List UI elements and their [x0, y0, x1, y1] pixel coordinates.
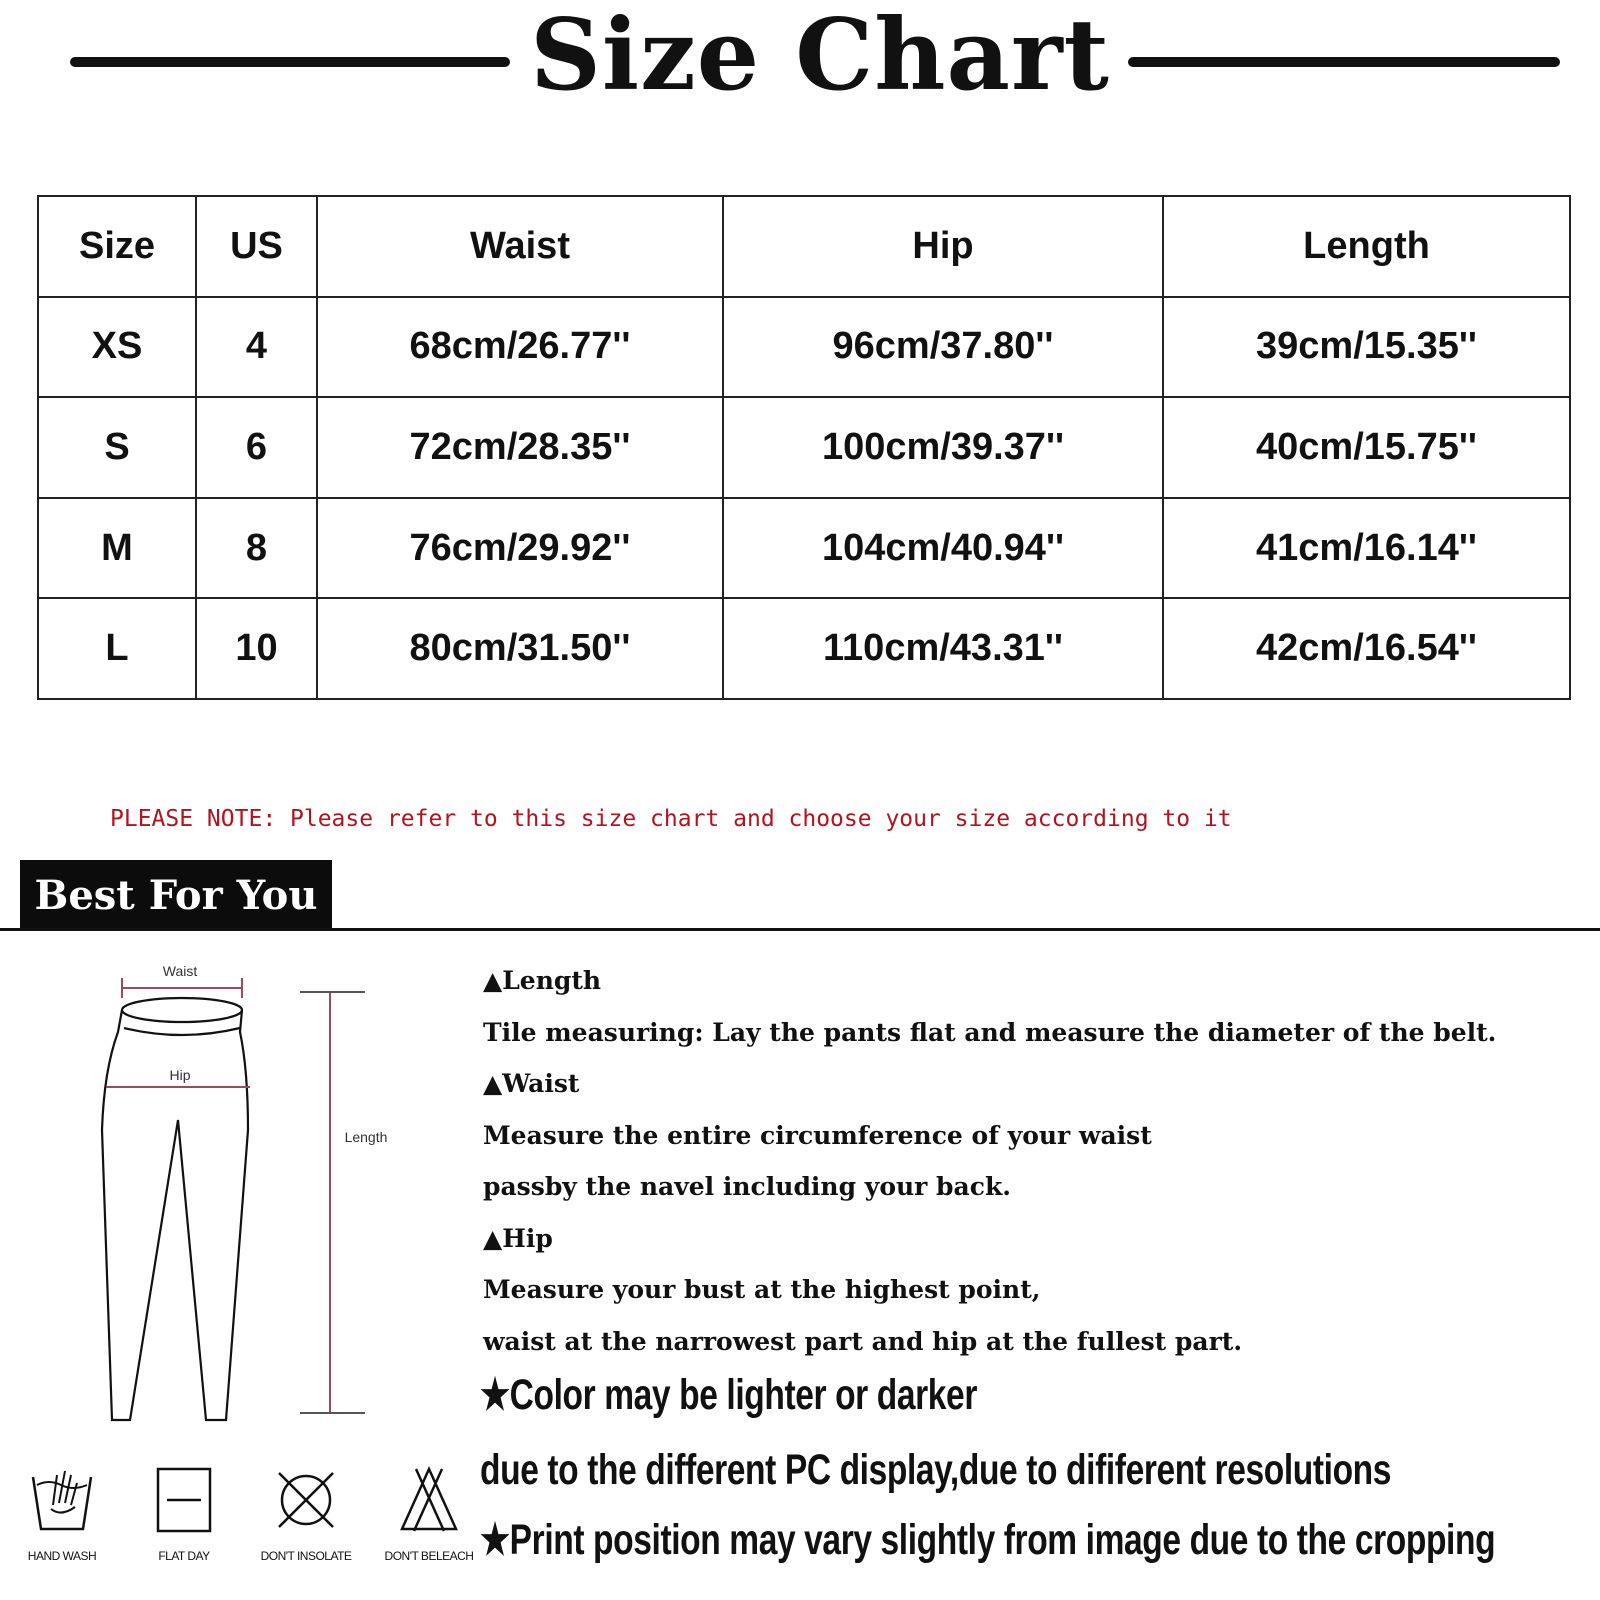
waist-measure-line: [122, 978, 242, 998]
cell-hip: 100cm/39.37'': [723, 397, 1163, 498]
cell-size: M: [38, 498, 196, 599]
care-dont-bleach: [369, 1465, 489, 1563]
no-bleach-icon: [394, 1465, 464, 1535]
hip-instruction-2: waist at the narrowest part and hip at the fullest part.: [483, 1326, 1243, 1356]
waist-instruction-2: passby the navel including your back.: [483, 1172, 1011, 1201]
cell-waist: 72cm/28.35'': [317, 397, 723, 498]
header-hip: Hip: [723, 196, 1163, 297]
hand-wash-label: HAND WASH: [27, 1549, 97, 1563]
page-title: Size Chart: [530, 0, 1110, 113]
header-length: Length: [1163, 196, 1570, 297]
length-measure-line: [300, 992, 365, 1413]
cell-us: 4: [196, 297, 317, 398]
cell-waist: 68cm/26.77'': [317, 297, 723, 398]
pants-diagram: [90, 960, 410, 1430]
length-instruction: Tile measuring: Lay the pants flat and measure the diameter of the belt.: [483, 1017, 1497, 1047]
color-note-2: due to the different PC display,due to dififerent resolutions: [480, 1446, 1392, 1494]
table-row: [38, 498, 1570, 599]
cell-hip: 96cm/37.80'': [723, 297, 1163, 398]
section-divider: [0, 928, 1600, 931]
no-sun-icon: [271, 1465, 341, 1535]
flat-dry-icon: [149, 1465, 219, 1535]
cell-hip: 110cm/43.31'': [723, 598, 1163, 699]
cell-waist: 76cm/29.92'': [317, 498, 723, 599]
cell-hip: 104cm/40.94'': [723, 498, 1163, 599]
cell-waist: 80cm/31.50'': [317, 598, 723, 699]
cell-us: 6: [196, 397, 317, 498]
dont-beleach-label: DON'T BELEACH: [384, 1549, 474, 1563]
cell-size: XS: [38, 297, 196, 398]
hand-wash-icon: [27, 1465, 97, 1535]
measurement-instructions: [483, 955, 1583, 1367]
waist-label: Waist: [162, 963, 198, 979]
title-rule-left: [70, 57, 510, 67]
color-note-1: ★Color may be lighter or darker: [480, 1371, 977, 1419]
care-dont-insolate: [246, 1465, 366, 1563]
cell-size: S: [38, 397, 196, 498]
hip-heading: ▲Hip: [483, 1223, 553, 1253]
hip-instruction-1: Measure your bust at the highest point,: [483, 1275, 1041, 1304]
cell-length: 41cm/16.14'': [1163, 498, 1570, 599]
size-note: PLEASE NOTE: Please refer to this size chart and choose your size according to it: [110, 806, 1232, 832]
size-table: [37, 195, 1571, 700]
header-size: Size: [38, 196, 196, 297]
care-hand-wash: [2, 1465, 122, 1563]
length-heading: ▲Length: [483, 966, 602, 995]
cell-size: L: [38, 598, 196, 699]
print-note: ★Print position may vary slightly from image due to the cropping: [480, 1516, 1496, 1564]
header-waist: Waist: [317, 196, 723, 297]
care-flat-day: [124, 1465, 244, 1563]
length-label: Length: [344, 1129, 388, 1145]
flat-day-label: FLAT DAY: [158, 1549, 210, 1563]
cell-length: 42cm/16.54'': [1163, 598, 1570, 699]
cell-length: 39cm/15.35'': [1163, 297, 1570, 398]
cell-length: 40cm/15.75'': [1163, 397, 1570, 498]
table-row: [38, 598, 1570, 699]
header-us: US: [196, 196, 317, 297]
hip-label: Hip: [169, 1067, 191, 1083]
waist-instruction-1: Measure the entire circumference of your waist: [483, 1120, 1152, 1150]
cell-us: 10: [196, 598, 317, 699]
table-row: [38, 397, 1570, 498]
pants-outline-icon: [102, 998, 248, 1420]
cell-us: 8: [196, 498, 317, 599]
best-for-you-tab: Best For You: [20, 860, 332, 930]
dont-insolate-label: DON'T INSOLATE: [260, 1549, 352, 1563]
table-header-row: [38, 196, 1570, 297]
table-row: [38, 297, 1570, 398]
title-rule-right: [1128, 57, 1560, 67]
waist-heading: ▲Waist: [483, 1069, 580, 1098]
